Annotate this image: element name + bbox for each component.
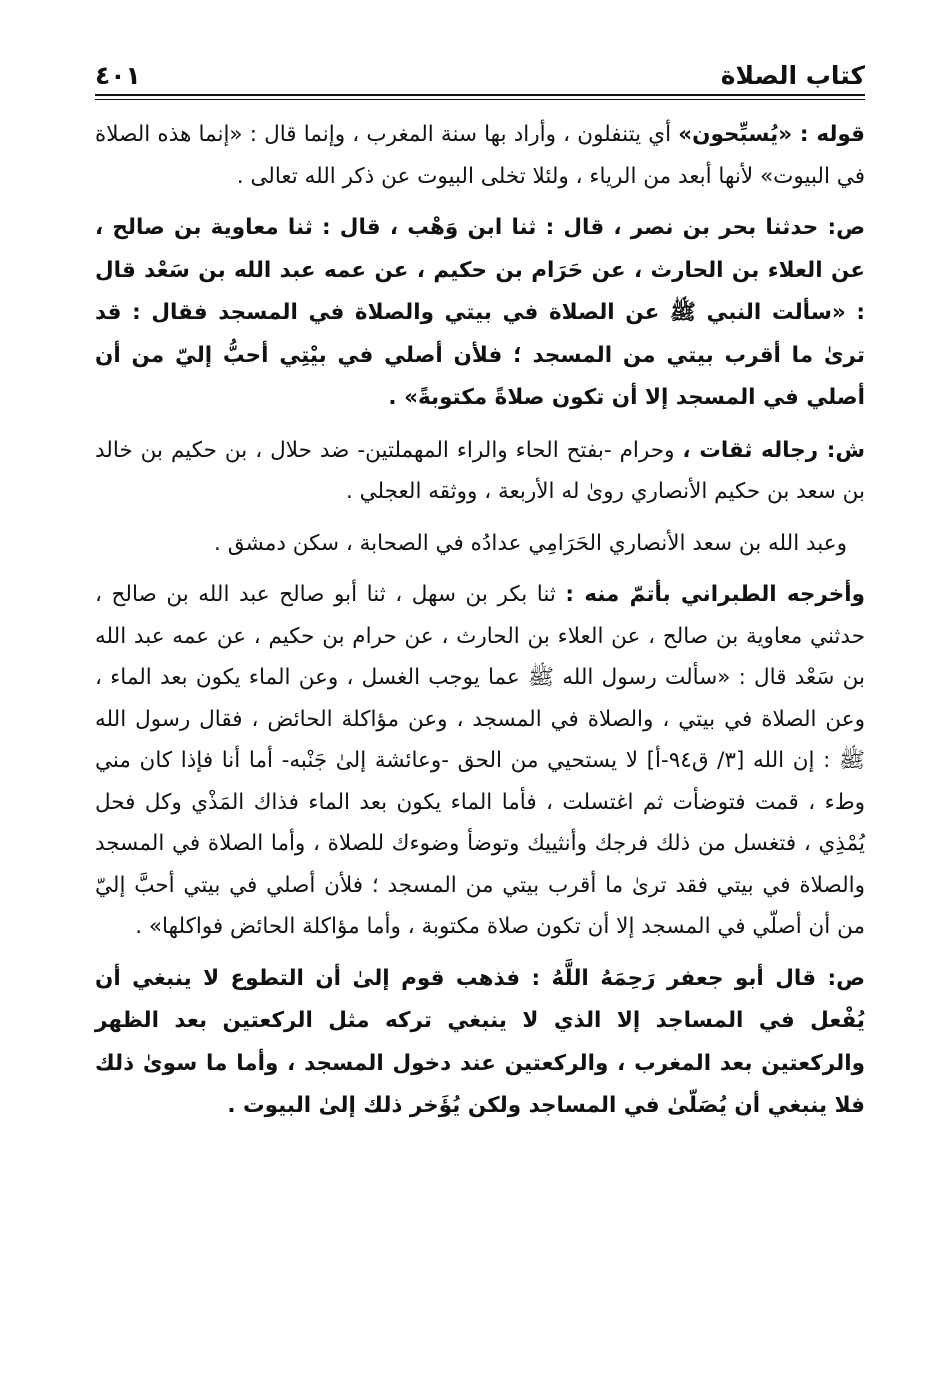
main-text-paragraph: ص: قال أبو جعفر رَحِمَهُ اللَّهُ : فذهب قوم إلىٰ أن التطوع لا ينبغي أن يُفْعل في المساجد إلا الذي لا ينبغي تركه مثل الركعتين بعد الظهر والركعتين بعد المغرب ، والركعتين عند دخول المسجد ، وأما ما سوىٰ ذلك فلا ينبغي أن يُصَلّىٰ في المساجد ولكن يُؤَخر ذلك إلىٰ البيوت . xyxy=(95,965,865,1118)
paragraph-text: وحرام -بفتح الحاء والراء المهملتين- ضد حلال ، بن حكيم بن خالد بن سعد بن حكيم الأنصاري روىٰ له الأربعة ، ووثقه العجلي . xyxy=(95,437,865,504)
header-rule-thin xyxy=(95,99,865,100)
commentary-paragraph xyxy=(95,114,865,197)
paragraph-text: ثنا بكر بن سهل ، ثنا أبو صالح عبد الله بن صالح ، حدثني معاوية بن صالح ، عن العلاء بن الحارث ، عن حرام بن حكيم ، عن عمه عبد الله بن سَعْد قال : «سألت رسول الله ﷺ عما يوجب الغسل ، وعن الماء يكون بعد الماء ، وعن الصلاة في بيتي ، والصلاة في المسجد ، وعن مؤاكلة الحائض ، فقال رسول الله ﷺ : إن الله [٣/ ق٩٤-أ] لا يستحيي من الحق -وعائشة إلىٰ جَنْبه- أما أنا فإذا كان مني وطء ، قمت فتوضأت ثم اغتسلت ، فأما الماء يكون بعد الماء فذاك المَذْي وكل فحل يُمْذِي ، فتغسل من ذلك فرجك وأنثييك وتوضأ وضوءك للصلاة ، وأما الصلاة في المسجد والصلاة في بيتي فقد ترىٰ ما أقرب بيتي من المسجد ؛ فلأن أصلي في بيتي أحبَّ إليّ من أن أصلّي في المسجد إلا أن تكون صلاة مكتوبة ، وأما مؤاكلة الحائض فواكلها» . xyxy=(95,582,866,939)
commentary-paragraph xyxy=(95,574,865,948)
paragraph-lead: قوله : «يُسبِّحون» xyxy=(678,122,865,147)
paragraph-lead: وأخرجه الطبراني بأتمّ منه : xyxy=(565,582,866,607)
commentary-paragraph: وعبد الله بن سعد الأنصاري الحَرَامِي عدادُه في الصحابة ، سكن دمشق . xyxy=(214,530,847,556)
page-body xyxy=(95,114,865,1128)
main-text-paragraph: ص: حدثنا بحر بن نصر ، قال : ثنا ابن وَهْب ، قال : ثنا معاوية بن صالح ، عن العلاء بن الحارث ، عن حَرَام بن حكيم ، عن عمه عبد الله بن سَعْد قال : «سألت النبي ﷺ عن الصلاة في بيتي والصلاة في المسجد فقال : قد ترىٰ ما أقرب بيتي من المسجد ؛ فلأن أصلي في بيْتِي أحبُّ إليّ من أن أصلي في المسجد إلا أن تكون صلاةً مكتوبةً» . xyxy=(95,215,865,410)
paragraph-lead: ش: رجاله ثقات ، xyxy=(682,437,865,463)
chapter-title: كتاب الصلاة xyxy=(720,61,865,90)
book-page xyxy=(95,48,865,1138)
paragraph-text: أي يتنفلون ، وأراد بها سنة المغرب ، وإنما قال : «إنما هذه الصلاة في البيوت» لأنها أبعد من الرياء ، ولئلا تخلى البيوت عن ذكر الله تعالى . xyxy=(95,122,865,189)
header-rule-thick xyxy=(95,94,865,96)
commentary-paragraph xyxy=(95,430,865,513)
running-header xyxy=(95,48,865,90)
page-number: ٤٠١ xyxy=(95,61,141,90)
